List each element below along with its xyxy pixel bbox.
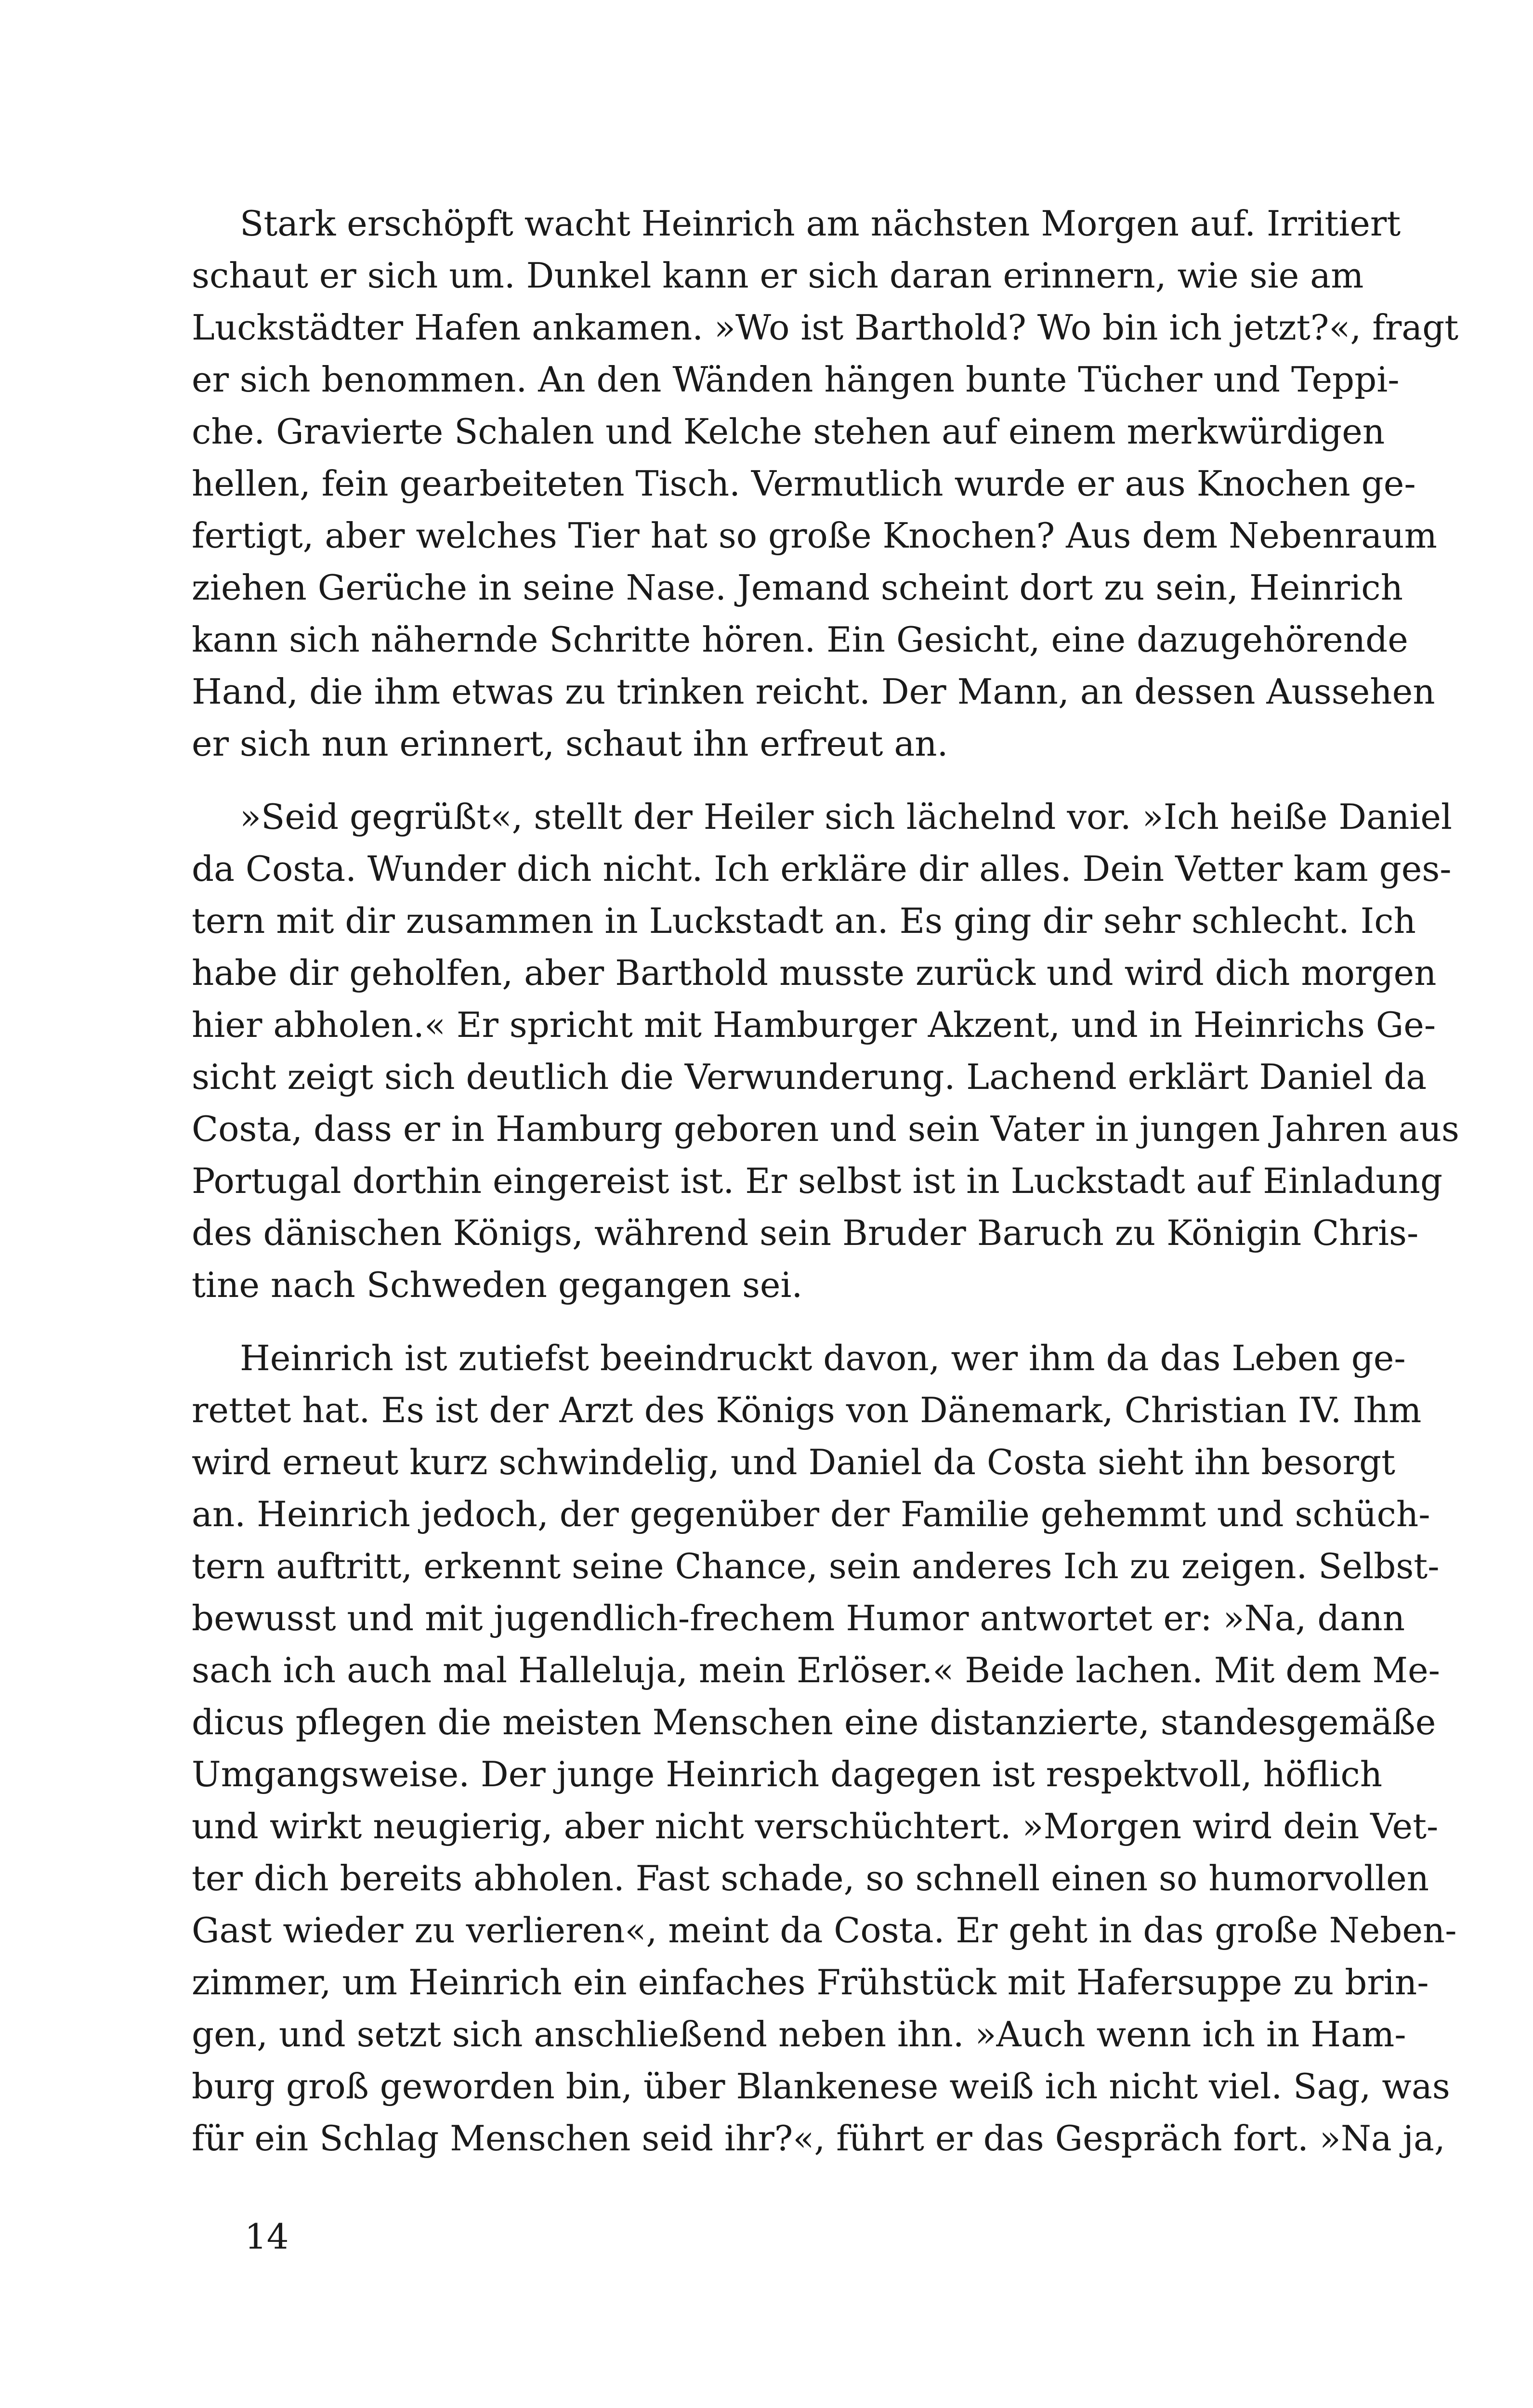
text-line: Costa, dass er in Hamburg geboren und sein Vater in jungen Jahren aus: [192, 1109, 1460, 1149]
text-line: tern mit dir zusammen in Luckstadt an. Es ging dir sehr schlecht. Ich: [192, 901, 1416, 941]
text-line: hier abholen.« Er spricht mit Hamburger Akzent, und in Heinrichs Ge-: [192, 1005, 1436, 1045]
body-text: [192, 197, 1460, 2186]
text-line: Portugal dorthin eingereist ist. Er selbst ist in Luckstadt auf Einladung: [192, 1161, 1443, 1201]
text-line: gen, und setzt sich anschließend neben ihn. »Auch wenn ich in Ham-: [192, 2014, 1406, 2055]
text-line: habe dir geholfen, aber Barthold musste zurück und wird dich morgen: [192, 953, 1437, 993]
text-line: burg groß geworden bin, über Blankenese weiß ich nicht viel. Sag, was: [192, 2066, 1450, 2107]
text-line: Luckstädter Hafen ankamen. »Wo ist Barthold? Wo bin ich jetzt?«, fragt: [192, 307, 1459, 348]
text-line: für ein Schlag Menschen seid ihr?«, führt er das Gespräch fort. »Na ja,: [192, 2118, 1445, 2159]
paragraph-1: [192, 197, 1459, 770]
text-line: hellen, fein gearbeiteten Tisch. Vermutlich wurde er aus Knochen ge-: [192, 463, 1416, 504]
paragraph-2: [192, 791, 1460, 1311]
text-line: Hand, die ihm etwas zu trinken reicht. Der Mann, an dessen Aussehen: [192, 671, 1435, 712]
text-line: rettet hat. Es ist der Arzt des Königs von Dänemark, Christian IV. Ihm: [192, 1390, 1422, 1430]
text-line: »Seid gegrüßt«, stellt der Heiler sich lächelnd vor. »Ich heiße Daniel: [240, 797, 1453, 837]
text-line: Gast wieder zu verlieren«, meint da Costa. Er geht in das große Neben-: [192, 1910, 1457, 1950]
text-line: Umgangsweise. Der junge Heinrich dagegen ist respektvoll, höflich: [192, 1754, 1383, 1794]
text-line: kann sich nähernde Schritte hören. Ein Gesicht, eine dazugehörende: [192, 619, 1408, 660]
text-line: wird erneut kurz schwindelig, und Daniel da Costa sieht ihn besorgt: [192, 1442, 1395, 1482]
text-line: er sich benommen. An den Wänden hängen bunte Tücher und Teppi-: [192, 359, 1400, 400]
text-line: fertigt, aber welches Tier hat so große Knochen? Aus dem Nebenraum: [192, 515, 1437, 556]
paragraph-3: [192, 1332, 1457, 2164]
text-line: ziehen Gerüche in seine Nase. Jemand scheint dort zu sein, Heinrich: [192, 567, 1403, 608]
text-line: er sich nun erinnert, schaut ihn erfreut an.: [192, 723, 948, 764]
text-line: Stark erschöpft wacht Heinrich am nächsten Morgen auf. Irritiert: [240, 203, 1401, 244]
text-line: che. Gravierte Schalen und Kelche stehen auf einem merkwürdigen: [192, 411, 1385, 452]
text-line: da Costa. Wunder dich nicht. Ich erkläre dir alles. Dein Vetter kam ges-: [192, 849, 1452, 889]
text-line: dicus pflegen die meisten Menschen eine distanzierte, standesgemäße: [192, 1702, 1436, 1742]
text-line: tine nach Schweden gegangen sei.: [192, 1265, 803, 1305]
text-line: ter dich bereits abholen. Fast schade, so schnell einen so humorvollen: [192, 1858, 1429, 1898]
text-line: des dänischen Königs, während sein Bruder Baruch zu Königin Chris-: [192, 1213, 1419, 1253]
page-number: 14: [245, 2216, 289, 2257]
text-line: an. Heinrich jedoch, der gegenüber der Familie gehemmt und schüch-: [192, 1494, 1430, 1534]
text-line: sach ich auch mal Halleluja, mein Erlöser.« Beide lachen. Mit dem Me-: [192, 1650, 1440, 1690]
text-line: bewusst und mit jugendlich-frechem Humor antwortet er: »Na, dann: [192, 1598, 1405, 1638]
text-line: schaut er sich um. Dunkel kann er sich daran erinnern, wie sie am: [192, 255, 1364, 296]
text-line: und wirkt neugierig, aber nicht verschüchtert. »Morgen wird dein Vet-: [192, 1806, 1439, 1846]
text-line: sicht zeigt sich deutlich die Verwunderung. Lachend erklärt Daniel da: [192, 1057, 1427, 1097]
text-line: tern auftritt, erkennt seine Chance, sein anderes Ich zu zeigen. Selbst-: [192, 1546, 1440, 1586]
text-line: Heinrich ist zutiefst beeindruckt davon, wer ihm da das Leben ge-: [240, 1338, 1406, 1378]
text-line: zimmer, um Heinrich ein einfaches Frühstück mit Hafersuppe zu brin-: [192, 1962, 1429, 2002]
